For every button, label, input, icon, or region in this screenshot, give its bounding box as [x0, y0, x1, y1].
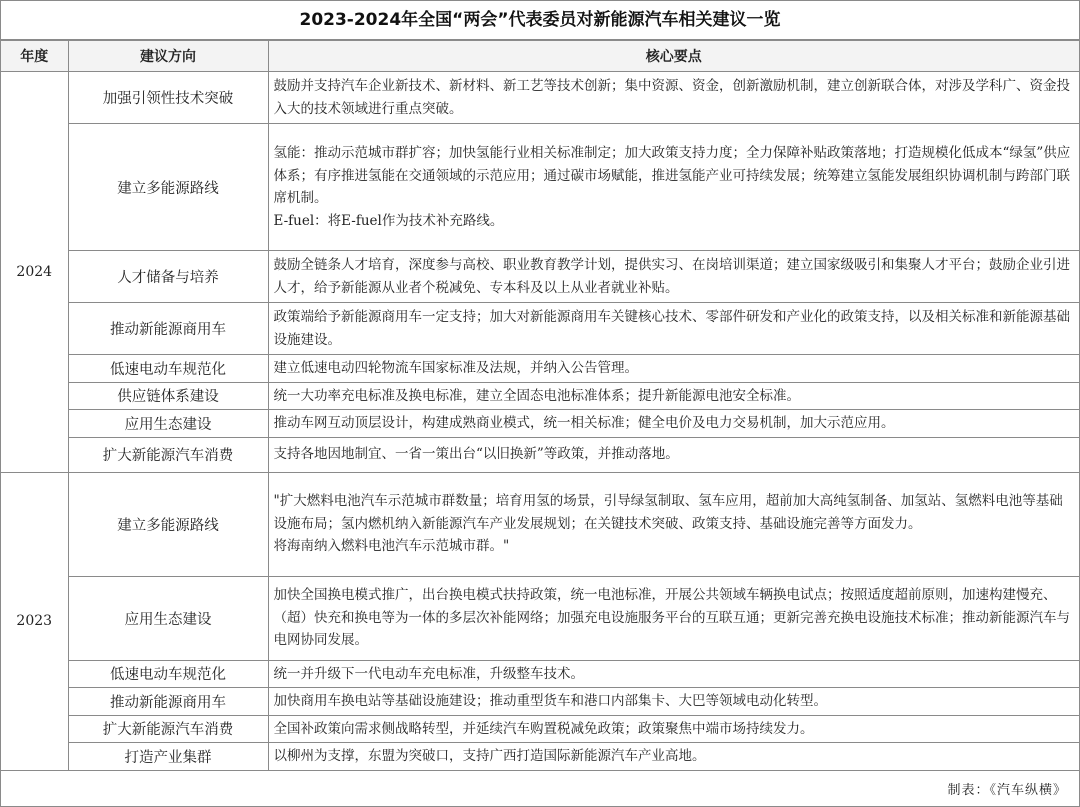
points-cell — [268, 743, 1079, 771]
points-text: "扩大燃料电池汽车示范城市群数量；培育用氢的场景，引导绿氢制取、氢车应用，超前加大高纯氢制备、加氢站、氢燃料电池等基础设施布局；氢内燃机纳入新能源汽车产业发展规划；在关键技术突破、政策支持、基础设施完善等方面发力。 — [273, 493, 1063, 532]
direction-cell: 建立多能源路线 — [68, 124, 268, 251]
points-text: 统一并升级下一代电动车充电标准，升级整车技术。 — [273, 665, 584, 682]
table-row — [1, 303, 1079, 355]
points-cell — [268, 251, 1079, 303]
points-cell — [268, 576, 1079, 660]
points-cell — [268, 355, 1079, 383]
direction-cell: 人才储备与培养 — [68, 251, 268, 303]
points-text: 氢能：推动示范城市群扩容；加快氢能行业相关标准制定；加大政策支持力度；全力保障补贴政策落地；打造规模化低成本“绿氢”供应体系；有序推进氢能在交通领域的示范应用；通过碳市场赋能，推进氢能产业可持续发展；统筹建立氢能发展组织协调机制与跨部门联席机制。 — [273, 145, 1071, 206]
points-text: 加快全国换电模式推广，出台换电模式扶持政策，统一电池标准，开展公共领域车辆换电试点；按照适度超前原则，加速构建慢充、（超）快充和换电等为一体的多层次补能网络；加强充电设施服务平台的互联互通；更新完善充换电设施技术标准；推动新能源汽车与电网协同发展。 — [273, 587, 1070, 649]
table-row — [1, 472, 1079, 576]
points-cell — [268, 715, 1079, 743]
points-text: 以柳州为支撑，东盟为突破口，支持广西打造国际新能源汽车产业高地。 — [273, 748, 706, 764]
points-cell — [268, 437, 1079, 472]
points-text: 支持各地因地制宜、一省一策出台“以旧换新”等政策，并推动落地。 — [273, 446, 679, 463]
table-row — [1, 124, 1079, 251]
direction-cell: 打造产业集群 — [68, 743, 268, 771]
table-row — [1, 576, 1079, 660]
direction-cell: 推动新能源商用车 — [68, 688, 268, 716]
table-title: 2023-2024年全国“两会”代表委员对新能源汽车相关建议一览 — [1, 1, 1079, 40]
points-cell — [268, 72, 1079, 124]
table-row — [1, 715, 1079, 743]
points-text: 鼓励全链条人才培育，深度参与高校、职业教育教学计划，提供实习、在岗培训渠道；建立国家级吸引和集聚人才平台；鼓励企业引进人才，给予新能源从业者个税减免、专本科及以上从业者就业补贴。 — [273, 257, 1070, 296]
points-text: 加快商用车换电站等基础设施建设；推动重型货车和港口内部集卡、大巴等领域电动化转型。 — [273, 693, 827, 709]
points-text: 建立低速电动四轮物流车国家标准及法规，并纳入公告管理。 — [273, 360, 638, 376]
direction-cell: 供应链体系建设 — [68, 382, 268, 410]
table-row — [1, 743, 1079, 771]
suggestions-table — [1, 40, 1079, 771]
table-row — [1, 251, 1079, 303]
table-row — [1, 688, 1079, 716]
direction-cell: 扩大新能源汽车消费 — [68, 715, 268, 743]
table-row — [1, 660, 1079, 688]
points-text: 政策端给予新能源商用车一定支持；加大对新能源商用车关键核心技术、零部件研发和产业化的政策支持，以及相关标准和新能源基础设施建设。 — [273, 309, 1070, 348]
points-cell — [268, 660, 1079, 688]
year-cell: 2024 — [1, 72, 68, 473]
points-text: 全国补政策向需求侧战略转型，并延续汽车购置税减免政策；政策聚焦中端市场持续发力。 — [273, 720, 814, 737]
direction-cell: 建立多能源路线 — [68, 472, 268, 576]
points-text: 统一大功率充电标准及换电标准，建立全固态电池标准体系；提升新能源电池安全标准。 — [273, 387, 800, 404]
direction-cell: 推动新能源商用车 — [68, 303, 268, 355]
header-year: 年度 — [1, 41, 68, 72]
points-cell — [268, 303, 1079, 355]
points-text: 将海南纳入燃料电池汽车示范城市群。" — [273, 538, 510, 555]
points-cell — [268, 382, 1079, 410]
points-text: 鼓励并支持汽车企业新技术、新材料、新工艺等技术创新；集中资源、资金，创新激励机制，建立创新联合体，对涉及学科广、资金投入大的技术领域进行重点突破。 — [273, 78, 1070, 117]
points-text: 推动车网互动顶层设计，构建成熟商业模式，统一相关标准；健全电价及电力交易机制，加大示范应用。 — [273, 415, 895, 431]
table-row — [1, 410, 1079, 438]
direction-cell: 低速电动车规范化 — [68, 355, 268, 383]
direction-cell: 应用生态建设 — [68, 410, 268, 438]
header-direction: 建议方向 — [68, 41, 268, 72]
direction-cell: 加强引领性技术突破 — [68, 72, 268, 124]
points-cell — [268, 124, 1079, 251]
table-row — [1, 72, 1079, 124]
table-row — [1, 437, 1079, 472]
table-row — [1, 382, 1079, 410]
header-row — [1, 41, 1079, 72]
table-credit: 制表：《汽车纵横》 — [947, 783, 1067, 798]
header-points: 核心要点 — [268, 41, 1079, 72]
points-text: E-fuel：将E-fuel作为技术补充路线。 — [273, 212, 504, 229]
points-cell — [268, 688, 1079, 716]
direction-cell: 低速电动车规范化 — [68, 660, 268, 688]
table-row — [1, 355, 1079, 383]
direction-cell: 扩大新能源汽车消费 — [68, 437, 268, 472]
points-cell — [268, 472, 1079, 576]
year-cell: 2023 — [1, 472, 68, 770]
points-cell — [268, 410, 1079, 438]
direction-cell: 应用生态建设 — [68, 576, 268, 660]
